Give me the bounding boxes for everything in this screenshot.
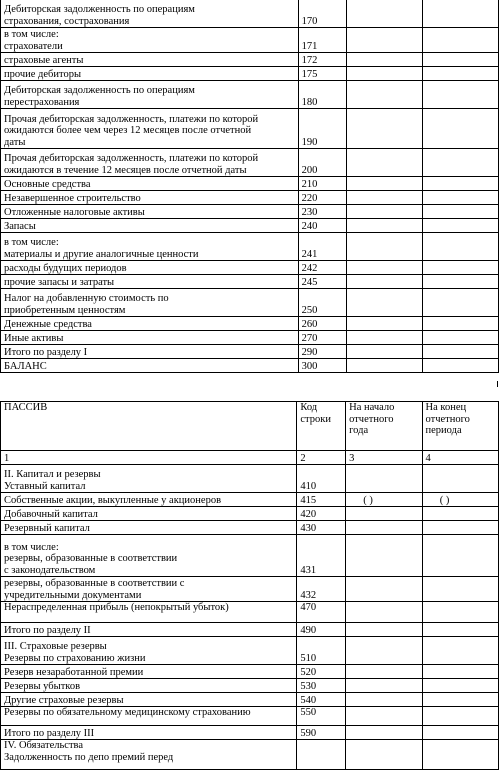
end-value-cell[interactable] [423,149,499,177]
row-name: расходы будущих периодов [1,261,299,275]
row-name: Дебиторская задолженность по операциям страхования, сострахования [1,0,299,28]
row-code: 241 [298,233,347,261]
row-name: Дебиторская задолженность по операциям перестрахования [1,81,299,109]
end-value-cell[interactable] [423,0,499,28]
end-value-cell[interactable] [422,577,498,602]
section-title: ПАССИВ [1,402,297,451]
row-code: 415 [297,493,346,507]
row-name: IV. Обязательства Задолженность по депо премий перед [1,740,297,770]
row-name: Запасы [1,219,299,233]
row-name: Прочая дебиторская задолженность, платежи по которой ожидаются более чем через 12 месяцев после отчетной даты [1,109,299,149]
start-value-cell[interactable] [347,233,423,261]
end-value-cell[interactable] [423,81,499,109]
start-value-cell[interactable] [347,28,423,53]
row-name: Прочая дебиторская задолженность, платежи по которой ожидаются в течение 12 месяцев после отчетной даты [1,149,299,177]
row-code: 590 [297,726,346,740]
table-row [1,28,499,53]
start-value-cell[interactable] [347,289,423,317]
numbering-row [1,451,499,465]
start-value-cell[interactable] [347,317,423,331]
end-value-cell[interactable] [422,665,498,679]
row-name: Основные средства [1,177,299,191]
code-column-header: Код строки [297,402,346,451]
row-code [297,740,346,770]
table-row [1,602,499,623]
row-code: 520 [297,665,346,679]
end-value-cell[interactable] [423,233,499,261]
end-value-cell[interactable] [422,707,498,726]
row-name: Резервы по обязательному медицинскому страхованию [1,707,297,726]
row-code: 220 [298,191,347,205]
end-value-cell[interactable] [422,726,498,740]
row-name: Итого по разделу III [1,726,297,740]
end-value-cell[interactable] [423,345,499,359]
row-name: Резервный капитал [1,521,297,535]
end-column-header: На конец отчетного периода [422,402,498,451]
table-row [1,109,499,149]
end-value-cell[interactable] [423,275,499,289]
table-row [1,289,499,317]
table-row [1,740,499,770]
row-code: 550 [297,707,346,726]
start-value-cell[interactable] [347,219,423,233]
row-name: Иные активы [1,331,299,345]
start-value-cell[interactable] [346,726,422,740]
table-row [1,53,499,67]
table-row [1,493,499,507]
table-row [1,726,499,740]
bracket-value: ( ) [439,494,450,506]
row-code: 432 [297,577,346,602]
column-number: 3 [346,451,422,465]
row-code: 175 [298,67,347,81]
column-number: 1 [1,451,297,465]
start-value-cell[interactable] [347,275,423,289]
row-code: 200 [298,149,347,177]
end-value-cell[interactable] [422,679,498,693]
row-name: II. Капитал и резервы Уставный капитал [1,465,297,493]
table-row [1,317,499,331]
end-value-cell[interactable] [422,602,498,623]
table-row [1,665,499,679]
liabilities-table [0,401,499,770]
row-name: Другие страховые резервы [1,693,297,707]
table-row [1,707,499,726]
table-row [1,345,499,359]
start-value-cell[interactable] [346,637,422,665]
row-code: 250 [298,289,347,317]
row-name: Нераспределенная прибыль (непокрытый убыток) [1,602,297,623]
end-value-cell[interactable] [423,317,499,331]
row-name: прочие запасы и затраты [1,275,299,289]
row-code: 260 [298,317,347,331]
start-value-cell[interactable] [346,665,422,679]
row-name: Отложенные налоговые активы [1,205,299,219]
table-row [1,521,499,535]
row-name: Незавершенное строительство [1,191,299,205]
bracket-value: ( ) [363,494,373,506]
row-name: резервы, образованные в соответствии с учредительными документами [1,577,297,602]
start-value-cell[interactable] [346,465,422,493]
row-code: 290 [298,345,347,359]
start-value-cell[interactable] [346,707,422,726]
end-value-cell[interactable] [422,521,498,535]
row-name: Налог на добавленную стоимость по приобретенным ценностям [1,289,299,317]
end-value-cell[interactable] [423,109,499,149]
row-code: 180 [298,81,347,109]
row-code: 245 [298,275,347,289]
row-name: БАЛАНС [1,359,299,373]
assets-table [0,0,499,373]
row-code: 410 [297,465,346,493]
row-code: 510 [297,637,346,665]
end-value-cell[interactable] [422,507,498,521]
row-name: Добавочный капитал [1,507,297,521]
edge-mark [497,381,498,387]
end-value-cell[interactable] [423,67,499,81]
start-value-cell[interactable] [346,577,422,602]
section-gap [0,381,499,399]
row-name: прочие дебиторы [1,67,299,81]
table-row [1,81,499,109]
end-value-cell[interactable] [422,740,498,770]
end-value-cell[interactable] [422,465,498,493]
start-value-cell[interactable] [347,331,423,345]
start-value-cell[interactable] [346,602,422,623]
row-name: страховые агенты [1,53,299,67]
start-value-cell[interactable] [347,191,423,205]
row-code: 540 [297,693,346,707]
start-value-cell[interactable] [346,679,422,693]
table-row [1,191,499,205]
table-row [1,149,499,177]
start-value-cell[interactable] [347,177,423,191]
table-row [1,261,499,275]
header-row [1,402,499,451]
row-code: 170 [298,0,347,28]
table-row [1,507,499,521]
end-value-cell[interactable] [422,493,498,507]
table-row [1,177,499,191]
table-row [1,331,499,345]
end-value-cell[interactable] [423,28,499,53]
start-value-cell[interactable] [347,205,423,219]
row-name: Собственные акции, выкупленные у акционеров [1,493,297,507]
row-code: 490 [297,623,346,637]
end-value-cell[interactable] [422,693,498,707]
start-value-cell[interactable] [347,67,423,81]
end-value-cell[interactable] [423,177,499,191]
row-name: Резервы убытков [1,679,297,693]
start-value-cell[interactable] [347,345,423,359]
table-row [1,637,499,665]
end-value-cell[interactable] [423,53,499,67]
start-value-cell[interactable] [346,507,422,521]
start-value-cell[interactable] [346,521,422,535]
end-value-cell[interactable] [423,205,499,219]
table-row [1,0,499,28]
row-name: Итого по разделу II [1,623,297,637]
start-value-cell[interactable] [347,81,423,109]
start-value-cell[interactable] [347,149,423,177]
start-value-cell[interactable] [346,693,422,707]
start-value-cell[interactable] [346,740,422,770]
row-code: 530 [297,679,346,693]
end-value-cell[interactable] [423,331,499,345]
start-column-header: На начало отчетного года [346,402,422,451]
table-row [1,233,499,261]
start-value-cell[interactable] [346,535,422,577]
row-code: 270 [298,331,347,345]
end-value-cell[interactable] [422,637,498,665]
end-value-cell[interactable] [423,359,499,373]
end-value-cell[interactable] [423,219,499,233]
row-name: Резерв незаработанной премии [1,665,297,679]
start-value-cell[interactable] [347,261,423,275]
start-value-cell[interactable] [347,359,423,373]
row-code: 210 [298,177,347,191]
end-value-cell[interactable] [423,191,499,205]
row-name: в том числе: страхователи [1,28,299,53]
row-name: в том числе: материалы и другие аналогичные ценности [1,233,299,261]
row-code: 230 [298,205,347,219]
end-value-cell[interactable] [423,261,499,275]
row-name: III. Страховые резервы Резервы по страхованию жизни [1,637,297,665]
table-row [1,205,499,219]
table-row [1,623,499,637]
start-value-cell[interactable] [347,53,423,67]
row-code: 172 [298,53,347,67]
row-code: 240 [298,219,347,233]
row-code: 431 [297,535,346,577]
row-code: 242 [298,261,347,275]
column-number: 2 [297,451,346,465]
start-value-cell[interactable] [346,623,422,637]
end-value-cell[interactable] [423,289,499,317]
table-row [1,679,499,693]
table-row [1,67,499,81]
table-row [1,359,499,373]
row-code: 171 [298,28,347,53]
row-code: 420 [297,507,346,521]
row-name: Денежные средства [1,317,299,331]
column-number: 4 [422,451,498,465]
end-value-cell[interactable] [422,623,498,637]
row-code: 430 [297,521,346,535]
start-value-cell[interactable] [346,493,422,507]
row-code: 300 [298,359,347,373]
table-row [1,275,499,289]
table-row [1,535,499,577]
start-value-cell[interactable] [347,109,423,149]
row-code: 190 [298,109,347,149]
row-name: Итого по разделу I [1,345,299,359]
row-name: в том числе: резервы, образованные в соответствии с законодательством [1,535,297,577]
table-row [1,693,499,707]
end-value-cell[interactable] [422,535,498,577]
table-row [1,465,499,493]
start-value-cell[interactable] [347,0,423,28]
table-row [1,219,499,233]
table-row [1,577,499,602]
row-code: 470 [297,602,346,623]
